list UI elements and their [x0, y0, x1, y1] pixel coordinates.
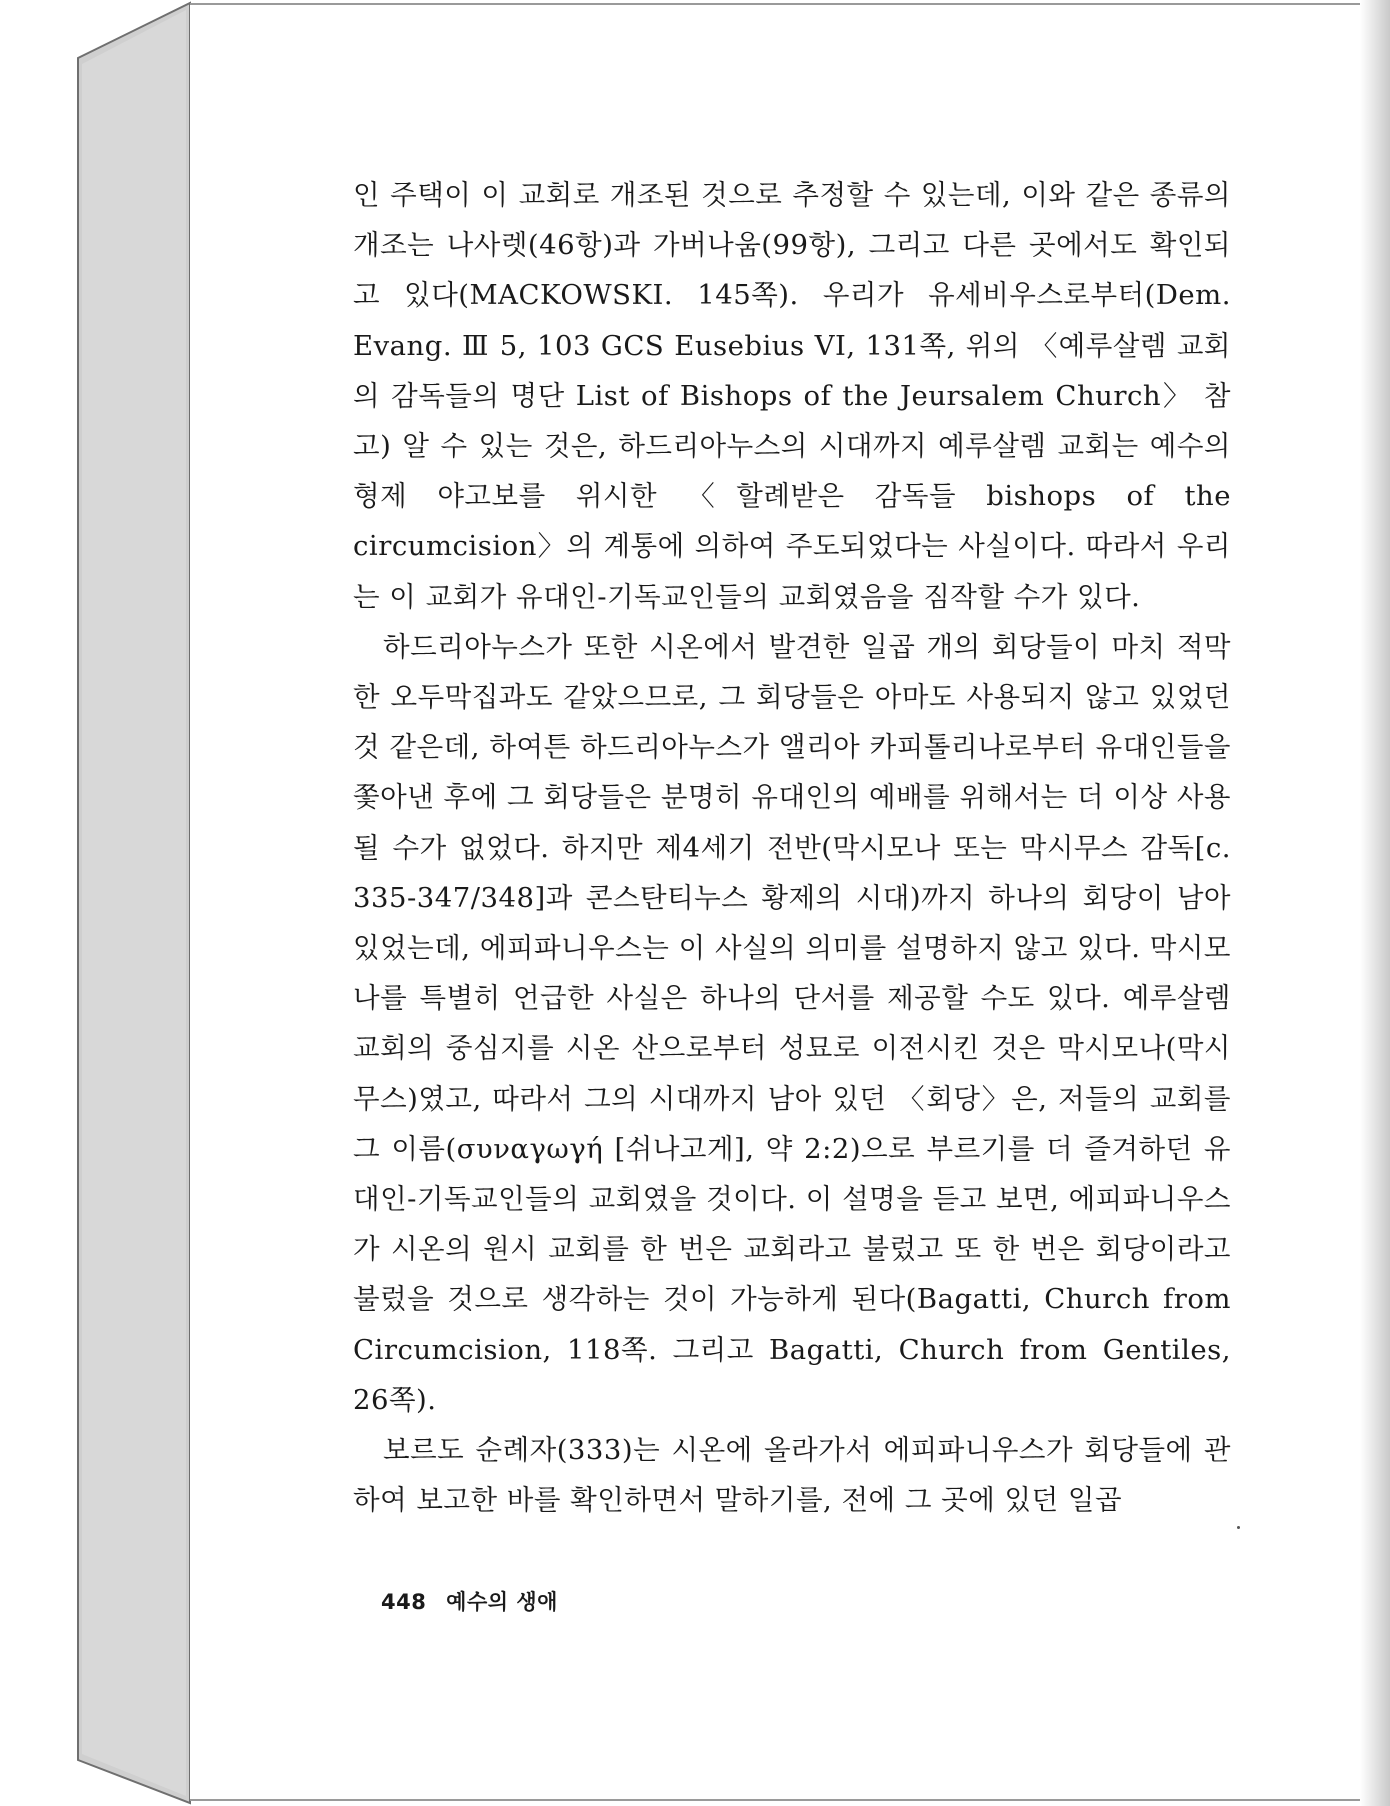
body-text — [353, 170, 1231, 1525]
page-edge-shadow — [1360, 0, 1390, 1806]
page-number: 448 — [381, 1590, 427, 1614]
book-side-edge — [0, 0, 200, 1806]
paragraph-2: 하드리아누스가 또한 시온에서 발견한 일곱 개의 회당들이 마치 적막한 오두막집과도 같았으므로, 그 회당들은 아마도 사용되지 않고 있었던 것 같은데, 하여튼 하드리아누스가 앨리아 카피톨리나로부터 유대인들을 쫓아낸 후에 그 회당들은 분명히 유대인의 예배를 위해서는 더 이상 사용될 수가 없었다. 하지만 제4세기 전반(막시모나 또는 막시무스 감독[c. 335-347/348]과 콘스탄티누스 황제의 시대)까지 하나의 회당이 남아 있었는데, 에피파니우스는 이 사실의 의미를 설명하지 않고 있다. 막시모나를 특별히 언급한 사실은 하나의 단서를 제공할 수도 있다. 예루살렘 교회의 중심지를 시온 산으로부터 성묘로 이전시킨 것은 막시모나(막시무스)였고, 따라서 그의 시대까지 남아 있던 〈회당〉은, 저들의 교회를 그 이름(συναγωγή [쉬나고게], 약 2:2)으로 부르기를 더 즐겨하던 유대인-기독교인들의 교회였을 것이다. 이 설명을 듣고 보면, 에피파니우스가 시온의 원시 교회를 한 번은 교회라고 불렀고 또 한 번은 회당이라고 불렀을 것으로 생각하는 것이 가능하게 된다(Bagatti, Church from Circumcision, 118쪽. 그리고 Bagatti, Church from Gentiles, 26쪽). — [353, 630, 1231, 1416]
paragraph-3: 보르도 순례자(333)는 시온에 올라가서 에피파니우스가 회당들에 관하여 보고한 바를 확인하면서 말하기를, 전에 그 곳에 있던 일곱 — [353, 1434, 1231, 1517]
running-title: 예수의 생애 — [446, 1590, 558, 1614]
paragraph-1: 인 주택이 이 교회로 개조된 것으로 추정할 수 있는데, 이와 같은 종류의 개조는 나사렛(46항)과 가버나움(99항), 그리고 다른 곳에서도 확인되고 있다(MACKOWSKI. 145쪽). 우리가 유세비우스로부터(Dem. Evang. Ⅲ 5, 103 GCS Eusebius VI, 131쪽, 위의 〈예루살렘 교회의 감독들의 명단 List of Bishops of the Jeursalem Church〉 참고) 알 수 있는 것은, 하드리아누스의 시대까지 예루살렘 교회는 예수의 형제 야고보를 위시한 〈할례받은 감독들 bishops of the circumcision〉의 계통에 의하여 주도되었다는 사실이다. 따라서 우리는 이 교회가 유대인-기독교인들의 교회였음을 짐작할 수가 있다. — [353, 179, 1231, 613]
page-footer — [381, 1586, 558, 1616]
print-speck — [1237, 1526, 1240, 1529]
